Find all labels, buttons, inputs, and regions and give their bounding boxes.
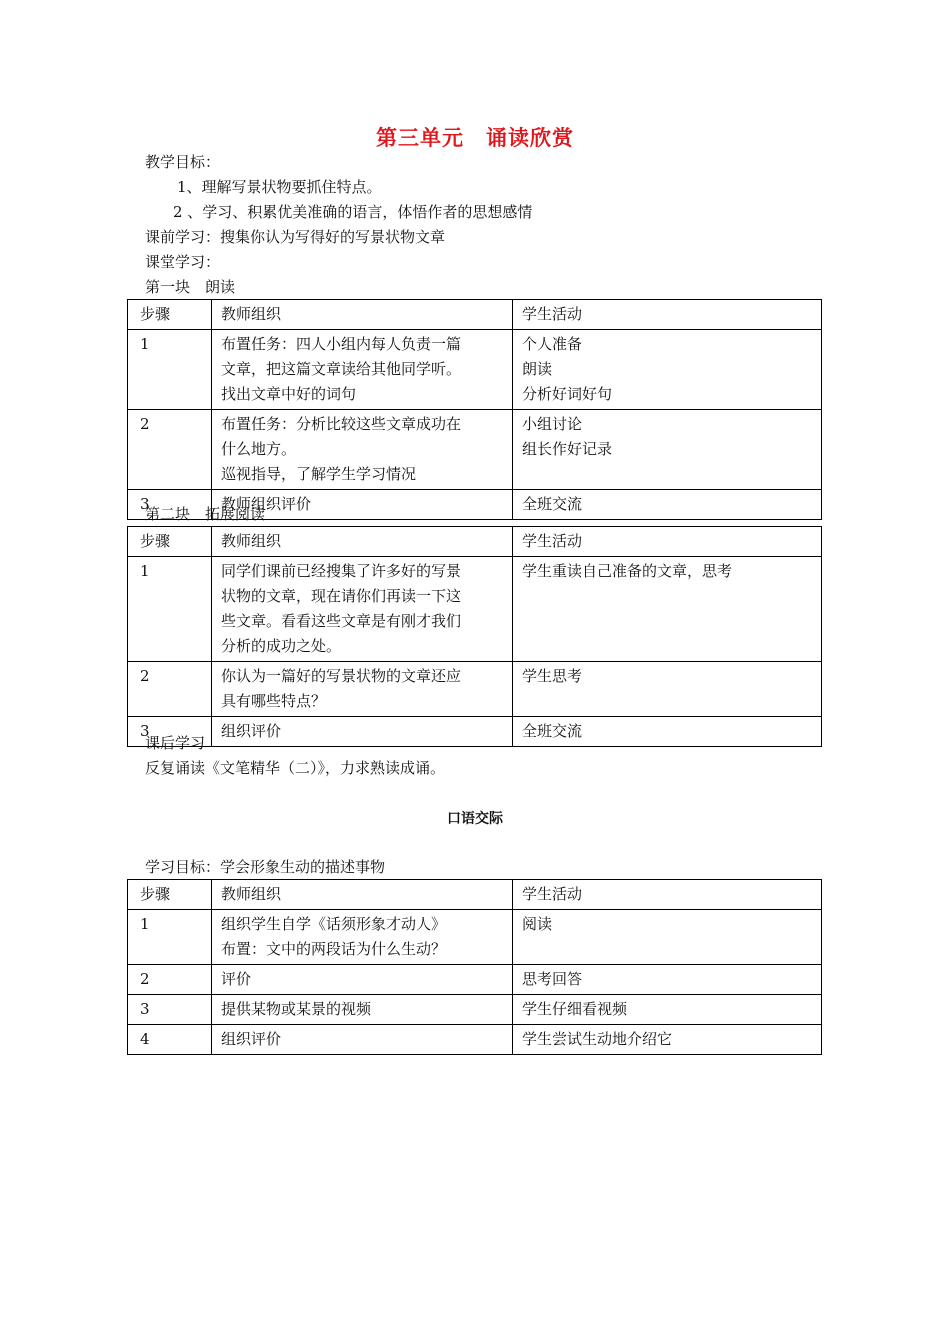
teacher-cell-line: 组织评价 — [221, 722, 282, 740]
header-student — [513, 880, 822, 910]
step-cell — [128, 410, 212, 490]
teacher-cell — [212, 557, 513, 662]
header-step — [128, 527, 212, 557]
student-cell-line: 全班交流 — [522, 722, 583, 740]
student-cell-line: 学生重读自己准备的文章，思考 — [522, 562, 733, 580]
table-oral — [127, 879, 822, 1055]
table-row — [128, 557, 822, 662]
step-cell — [128, 330, 212, 410]
step-cell-line: 2 — [140, 415, 150, 433]
after-label: 课后学习 — [145, 734, 206, 752]
table-row — [128, 330, 822, 410]
header-teacher-line: 教师组织 — [221, 305, 282, 323]
oral-goal: 学习目标：学会形象生动的描述事物 — [145, 858, 386, 876]
student-cell — [513, 330, 822, 410]
table-row — [128, 965, 822, 995]
student-cell-line: 学生尝试生动地介绍它 — [522, 1030, 673, 1048]
teacher-cell-line: 些文章。看看这些文章是有刚才我们 — [221, 612, 462, 630]
student-cell-line: 分析好词好句 — [522, 385, 613, 403]
step-cell-line: 1 — [140, 915, 150, 933]
header-teacher-line: 教师组织 — [221, 885, 282, 903]
student-cell — [513, 995, 822, 1025]
student-cell — [513, 662, 822, 717]
header-student-line: 学生活动 — [522, 305, 583, 323]
teacher-cell-line: 具有哪些特点？ — [221, 692, 327, 710]
teacher-cell — [212, 1025, 513, 1055]
student-cell — [513, 965, 822, 995]
teacher-cell — [212, 662, 513, 717]
teacher-cell — [212, 995, 513, 1025]
teacher-cell — [212, 330, 513, 410]
student-cell — [513, 1025, 822, 1055]
header-step — [128, 300, 212, 330]
teacher-cell — [212, 910, 513, 965]
header-step-line: 步骤 — [140, 305, 171, 323]
teacher-cell-line: 状物的文章，现在请你们再读一下这 — [221, 587, 462, 605]
student-cell — [513, 557, 822, 662]
step-cell-line: 3 — [140, 495, 150, 513]
teacher-cell-line: 巡视指导，了解学生学习情况 — [221, 465, 417, 483]
student-cell — [513, 410, 822, 490]
step-cell-line: 3 — [140, 1000, 150, 1018]
step-cell-line: 2 — [140, 667, 150, 685]
goal-1: 1、理解写景状物要抓住特点。 — [177, 178, 382, 196]
table-row — [128, 1025, 822, 1055]
student-cell-line: 学生思考 — [522, 667, 583, 685]
step-cell — [128, 910, 212, 965]
step-cell — [128, 995, 212, 1025]
teacher-cell-line: 布置：文中的两段话为什么生动？ — [221, 940, 447, 958]
table-row — [128, 717, 822, 747]
table-header-row — [128, 527, 822, 557]
teacher-cell-line: 同学们课前已经搜集了许多好的写景 — [221, 562, 462, 580]
table-reading — [127, 299, 822, 520]
step-cell — [128, 557, 212, 662]
student-cell-line: 组长作好记录 — [522, 440, 613, 458]
step-cell — [128, 662, 212, 717]
pre-study: 课前学习：搜集你认为写得好的写景状物文章 — [145, 228, 446, 246]
header-step-line: 步骤 — [140, 532, 171, 550]
teacher-cell-line: 提供某物或某景的视频 — [221, 1000, 372, 1018]
teacher-cell — [212, 717, 513, 747]
teacher-cell-line: 组织评价 — [221, 1030, 282, 1048]
teacher-cell-line: 评价 — [221, 970, 252, 988]
teacher-cell-line: 教师组织评价 — [221, 495, 312, 513]
step-cell — [128, 965, 212, 995]
student-cell-line: 阅读 — [522, 915, 553, 933]
step-cell-line: 3 — [140, 722, 150, 740]
header-step — [128, 880, 212, 910]
oral-title: 口语交际 — [447, 811, 503, 827]
student-cell — [513, 910, 822, 965]
step-cell-line: 2 — [140, 970, 150, 988]
header-student — [513, 300, 822, 330]
teacher-cell-line: 分析的成功之处。 — [221, 637, 342, 655]
table-row — [128, 662, 822, 717]
student-cell-line: 小组讨论 — [522, 415, 583, 433]
header-student-line: 学生活动 — [522, 885, 583, 903]
class-study: 课堂学习： — [145, 253, 221, 271]
goals-label: 教学目标： — [145, 153, 221, 171]
step-cell-line: 1 — [140, 335, 150, 353]
table-header-row — [128, 880, 822, 910]
teacher-cell-line: 布置任务：分析比较这些文章成功在 — [221, 415, 462, 433]
teacher-cell — [212, 410, 513, 490]
table-row — [128, 910, 822, 965]
header-teacher — [212, 527, 513, 557]
table-extended-reading — [127, 526, 822, 747]
header-student-line: 学生活动 — [522, 532, 583, 550]
header-teacher-line: 教师组织 — [221, 532, 282, 550]
student-cell-line: 个人准备 — [522, 335, 583, 353]
step-cell-line: 1 — [140, 562, 150, 580]
header-teacher — [212, 880, 513, 910]
after-text: 反复诵读《文笔精华（二）》，力求熟读成诵。 — [145, 759, 446, 777]
teacher-cell-line: 你认为一篇好的写景状物的文章还应 — [221, 667, 462, 685]
student-cell — [513, 717, 822, 747]
student-cell-line: 思考回答 — [522, 970, 583, 988]
student-cell-line: 学生仔细看视频 — [522, 1000, 628, 1018]
table-row — [128, 995, 822, 1025]
table-header-row — [128, 300, 822, 330]
teacher-cell-line: 布置任务：四人小组内每人负责一篇 — [221, 335, 462, 353]
teacher-cell-line: 文章，把这篇文章读给其他同学听。 — [221, 360, 462, 378]
header-student — [513, 527, 822, 557]
block2-title: 第二块 拓展阅读 — [145, 505, 266, 523]
goal-2: 2 、学习、积累优美准确的语言，体悟作者的思想感情 — [173, 203, 533, 221]
teacher-cell-line: 找出文章中好的词句 — [221, 385, 357, 403]
header-step-line: 步骤 — [140, 885, 171, 903]
student-cell-line: 朗读 — [522, 360, 553, 378]
block1-title: 第一块 朗读 — [145, 278, 236, 296]
table-row — [128, 410, 822, 490]
student-cell — [513, 490, 822, 520]
teacher-cell — [212, 965, 513, 995]
page-title: 第三单元 诵读欣赏 — [376, 125, 574, 150]
student-cell-line: 全班交流 — [522, 495, 583, 513]
step-cell-line: 4 — [140, 1030, 150, 1048]
header-teacher — [212, 300, 513, 330]
step-cell — [128, 1025, 212, 1055]
teacher-cell-line: 什么地方。 — [221, 440, 297, 458]
teacher-cell-line: 组织学生自学《话须形象才动人》 — [221, 915, 447, 933]
